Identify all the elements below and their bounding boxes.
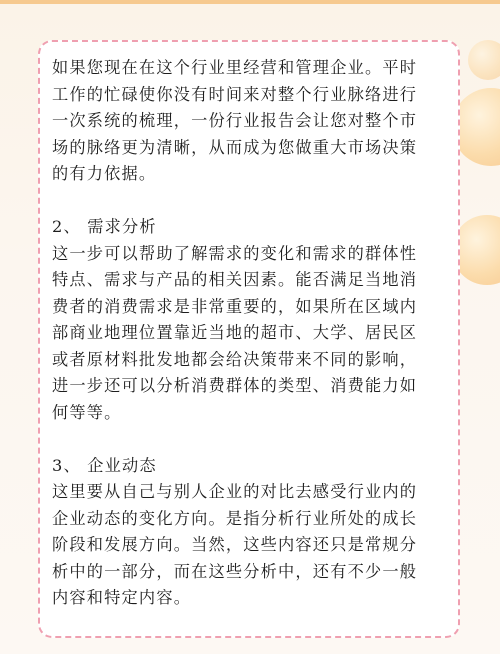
text-line: 部商业地理位置靠近当地的超市、大学、居民区 [52, 323, 418, 342]
section-heading-demand: 2、 需求分析 [52, 217, 157, 236]
text-line: 企业动态的变化方向。是指分析行业所处的成长 [52, 508, 418, 528]
text-line: 场的脉络更为清晰，从而成为您做重大市场决策 [52, 137, 418, 157]
article-body [52, 55, 452, 612]
text-line: 何等等。 [52, 402, 122, 422]
text-line: 这里要从自己与别人企业的对比去感受行业内的 [52, 482, 418, 501]
text-line: 工作的忙碌使你没有时间来对整个行业脉络进行 [52, 84, 418, 104]
demand-paragraph [52, 241, 452, 427]
text-line: 特点、需求与产品的相关因素。能否满足当地消 [52, 270, 418, 289]
text-line: 阶段和发展方向。当然，这些内容还只是常规分 [52, 535, 418, 554]
decorative-bubble [468, 40, 500, 80]
paragraph-gap [52, 188, 452, 215]
text-line: 这一步可以帮助了解需求的变化和需求的群体性 [52, 243, 418, 263]
section-heading-enterprise: 3、 企业动态 [52, 455, 157, 475]
text-line: 的有力依据。 [52, 164, 157, 183]
text-line: 如果您现在在这个行业里经营和管理企业。平时 [52, 58, 418, 77]
text-line: 进一步还可以分析消费群体的类型、消费能力如 [52, 376, 418, 395]
text-line: 析中的一部分，而在这些分析中，还有不少一般 [52, 561, 418, 581]
intro-paragraph [52, 55, 452, 188]
text-line: 或者原材料批发地都会给决策带来不同的影响， [52, 349, 418, 369]
text-line: 费者的消费需求是非常重要的，如果所在区域内 [52, 296, 418, 316]
text-line: 内容和特定内容。 [52, 588, 192, 607]
text-line: 一次系统的梳理，一份行业报告会让您对整个市 [52, 111, 418, 130]
enterprise-paragraph [52, 479, 452, 612]
paragraph-gap [52, 426, 452, 453]
top-accent-strip [0, 0, 500, 4]
